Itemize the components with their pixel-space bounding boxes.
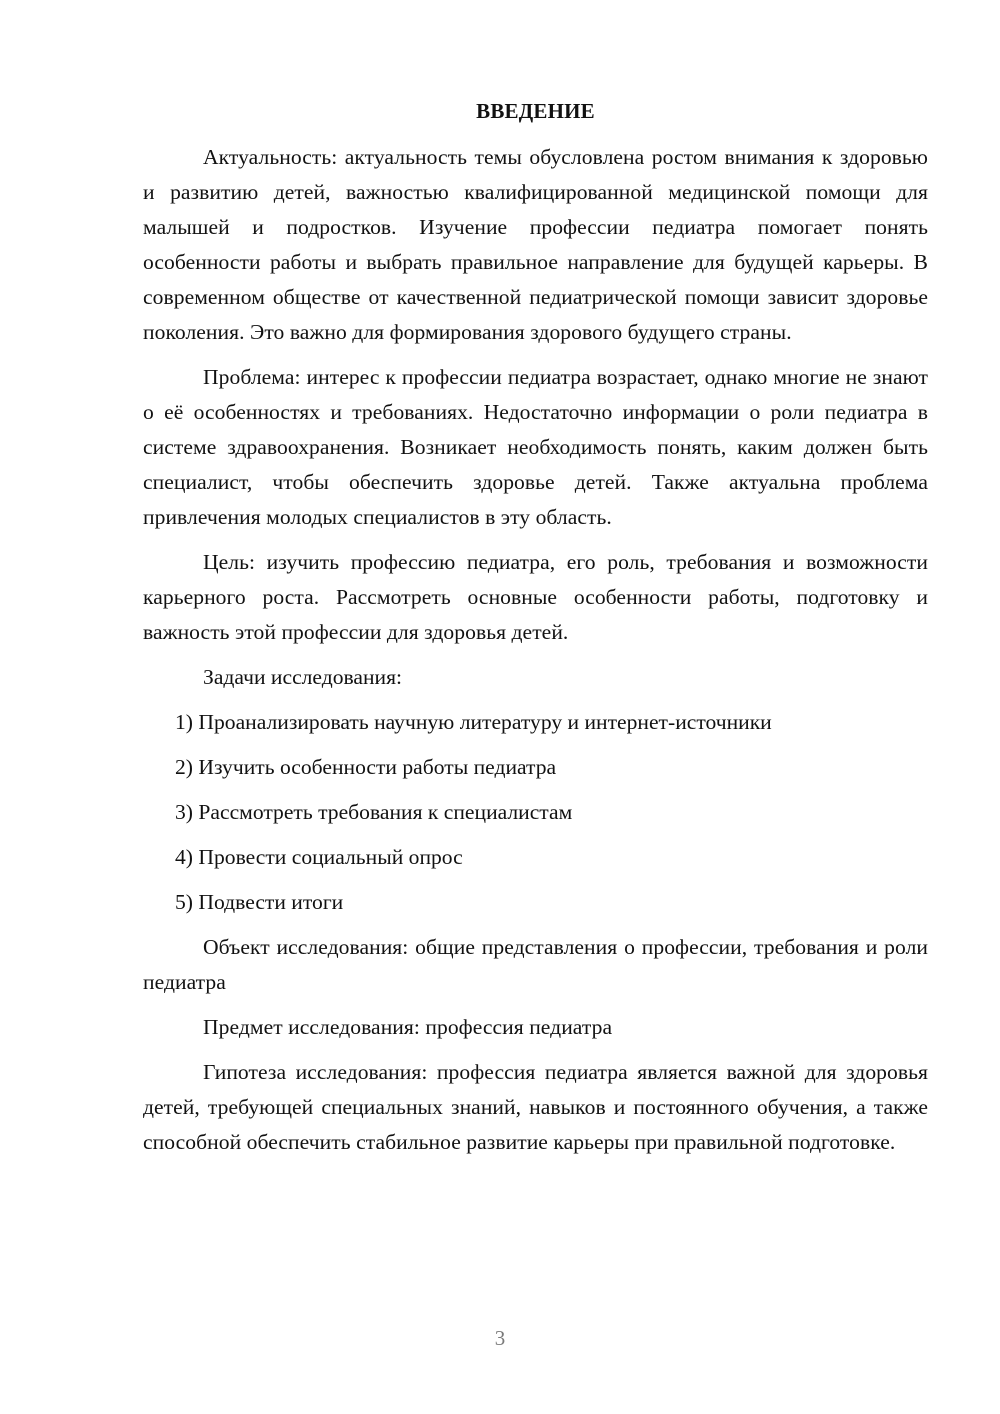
- research-object-paragraph: Объект исследования: общие представления о профессии, требования и роли педиатра: [143, 935, 928, 994]
- research-tasks-heading: Задачи исследования:: [203, 665, 403, 689]
- relevance-paragraph: Актуальность: актуальность темы обусловлена ростом внимания к здоровью и развитию детей, важностью квалифицированной медицинской помощи для малышей и подростков. Изучение профессии педиатра помогает понять особенности работы и выбрать правильное направление для будущей карьеры. В современном обществе от качественной педиатрической помощи зависит здоровье поколения. Это важно для формирования здорового будущего страны.: [143, 145, 928, 344]
- research-hypothesis-paragraph: Гипотеза исследования: профессия педиатра является важной для здоровья детей, требующей специальных знаний, навыков и постоянного обучения, а также способной обеспечить стабильное развитие карьеры при правильной подготовке.: [143, 1060, 928, 1154]
- research-subject-paragraph: Предмет исследования: профессия педиатра: [203, 1015, 613, 1039]
- task-item: 3) Рассмотреть требования к специалистам: [175, 800, 573, 824]
- problem-paragraph: Проблема: интерес к профессии педиатра возрастает, однако многие не знают о её особенностях и требованиях. Недостаточно информации о роли педиатра в системе здравоохранения. Возникает необходимость понять, каким должен быть специалист, чтобы обеспечить здоровье детей. Также актуальна проблема привлечения молодых специалистов в эту область.: [143, 365, 928, 529]
- introduction-section: [143, 90, 928, 1160]
- task-item: 1) Проанализировать научную литературу и интернет-источники: [175, 710, 772, 734]
- research-task-list: [143, 705, 928, 920]
- page-number: 3: [494, 1326, 506, 1350]
- goal-paragraph: Цель: изучить профессию педиатра, его роль, требования и возможности карьерного роста. Рассмотреть основные особенности работы, подготовку и важность этой профессии для здоровья детей.: [143, 550, 928, 644]
- task-item: 2) Изучить особенности работы педиатра: [175, 755, 557, 779]
- task-item: 4) Провести социальный опрос: [175, 845, 463, 869]
- introduction-title: ВВЕДЕНИЕ: [476, 99, 595, 123]
- task-item: 5) Подвести итоги: [175, 890, 344, 914]
